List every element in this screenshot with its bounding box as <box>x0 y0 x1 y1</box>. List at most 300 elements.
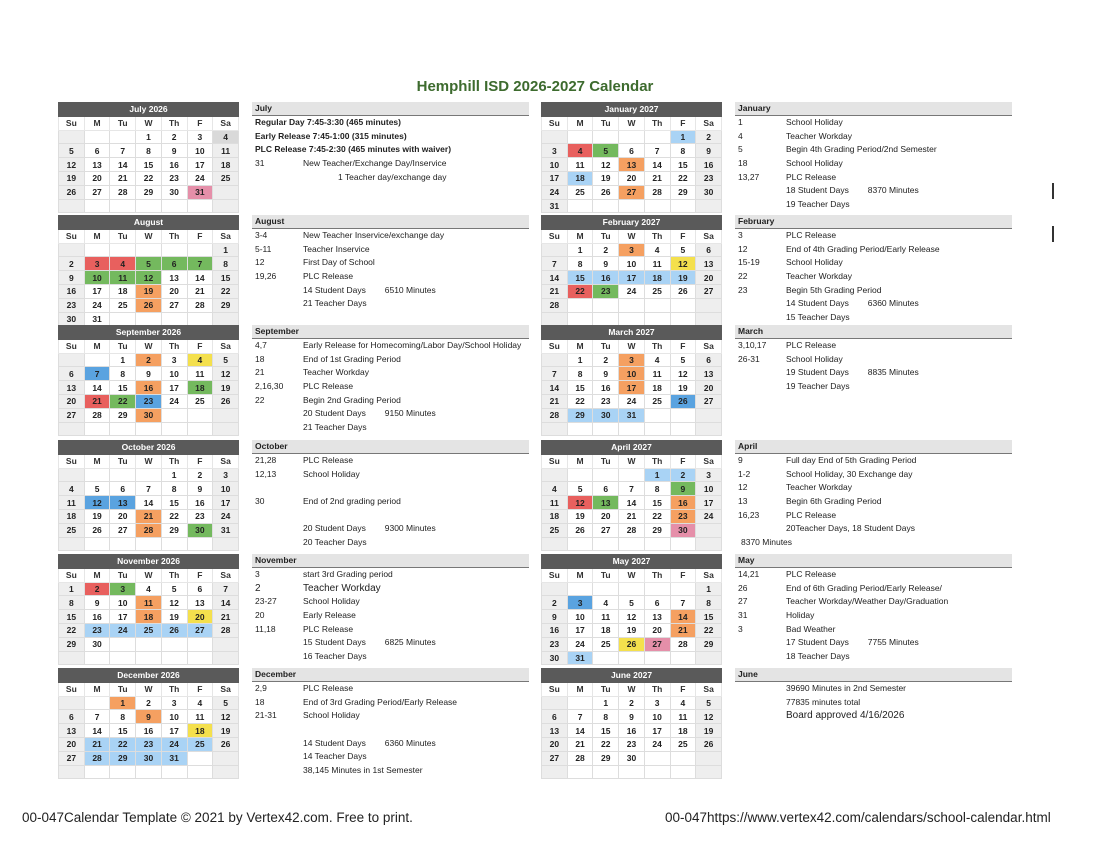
day-cell: 30 <box>187 523 213 537</box>
weekday-label: Sa <box>696 229 722 243</box>
day-cell: 6 <box>696 353 722 367</box>
day-cell: 28 <box>136 523 162 537</box>
notes-row <box>252 522 529 536</box>
day-cell: 29 <box>696 637 722 651</box>
day-cell: 3 <box>213 468 239 482</box>
day-cell: 9 <box>84 596 110 610</box>
day-cell: 12 <box>696 710 722 724</box>
notes-text: 19 Teacher Days <box>786 199 850 210</box>
day-cell: 17 <box>213 496 239 510</box>
day-cell: 10 <box>567 610 593 624</box>
day-cell: 24 <box>542 185 568 199</box>
day-cell: 5 <box>619 596 645 610</box>
day-cell: 2 <box>542 596 568 610</box>
notes-text: 14 Student Days 6510 Minutes <box>303 284 436 295</box>
day-cell: 27 <box>187 623 213 637</box>
day-cell: 17 <box>567 623 593 637</box>
day-cell <box>187 637 213 651</box>
day-cell: 16 <box>593 271 619 285</box>
notes-text: Early Release for Homecoming/Labor Day/School Holiday <box>303 340 522 350</box>
notes-row <box>252 723 529 737</box>
weekday-label: F <box>187 116 213 130</box>
day-cell <box>213 312 239 326</box>
weekday-label: Sa <box>213 568 239 582</box>
day-cell: 26 <box>136 298 162 312</box>
day-cell <box>644 130 670 144</box>
day-cell: 6 <box>59 710 85 724</box>
notes-date: 21 <box>255 367 265 378</box>
day-cell: 7 <box>110 144 136 158</box>
day-cell: 25 <box>136 623 162 637</box>
day-cell: 5 <box>59 144 85 158</box>
day-cell: 10 <box>161 710 187 724</box>
day-cell: 25 <box>59 523 85 537</box>
day-cell: 10 <box>110 596 136 610</box>
month-calendar <box>58 102 239 213</box>
month-notes <box>735 554 1012 664</box>
day-cell <box>567 130 593 144</box>
notes-row <box>252 536 529 550</box>
notes-date <box>735 682 786 696</box>
weekday-label: Sa <box>696 682 722 696</box>
day-cell: 29 <box>110 751 136 765</box>
day-cell <box>670 751 696 765</box>
day-cell: 12 <box>593 158 619 172</box>
day-cell: 13 <box>59 381 85 395</box>
day-cell: 25 <box>567 185 593 199</box>
month-title: September 2026 <box>59 326 239 340</box>
day-cell: 12 <box>213 710 239 724</box>
notes-date <box>735 184 786 198</box>
month-title: May 2027 <box>542 555 722 569</box>
notes-row <box>735 116 1012 130</box>
day-cell: 10 <box>644 710 670 724</box>
day-cell: 22 <box>59 623 85 637</box>
day-cell <box>670 765 696 779</box>
day-cell <box>542 312 568 326</box>
day-cell: 22 <box>670 171 696 185</box>
notes-row <box>252 394 529 408</box>
day-cell <box>161 537 187 551</box>
weekday-label: W <box>619 229 645 243</box>
notes-date: 3-4 <box>255 230 268 240</box>
day-cell: 21 <box>136 509 162 523</box>
weekday-label: W <box>619 454 645 468</box>
notes-date: 14,21 <box>738 569 760 579</box>
notes-text: Teacher Inservice <box>303 243 370 254</box>
day-cell: 14 <box>619 496 645 510</box>
day-cell: 24 <box>644 737 670 751</box>
day-cell: 6 <box>110 482 136 496</box>
day-cell: 3 <box>619 353 645 367</box>
day-cell: 18 <box>136 610 162 624</box>
month-title: January 2027 <box>542 103 722 117</box>
notes-row <box>252 421 529 435</box>
day-cell: 4 <box>187 696 213 710</box>
day-cell: 18 <box>670 724 696 738</box>
day-cell: 9 <box>593 367 619 381</box>
weekday-label: Su <box>542 229 568 243</box>
notes-row <box>735 380 1012 394</box>
day-cell: 17 <box>619 271 645 285</box>
day-cell: 15 <box>670 158 696 172</box>
notes-date <box>252 297 303 311</box>
day-cell: 15 <box>136 158 162 172</box>
notes-date: 9 <box>738 455 743 465</box>
weekday-label: Tu <box>110 339 136 353</box>
day-cell: 27 <box>619 185 645 199</box>
notes-text: PLC Release <box>303 271 354 282</box>
day-cell: 28 <box>110 185 136 199</box>
weekday-label: Th <box>161 116 187 130</box>
day-cell: 2 <box>187 468 213 482</box>
day-cell: 4 <box>542 482 568 496</box>
day-cell <box>59 651 85 665</box>
notes-text: 18 Student Days 8370 Minutes <box>786 185 919 196</box>
day-cell <box>593 422 619 436</box>
day-cell <box>187 765 213 779</box>
notes-row <box>735 481 1012 495</box>
day-cell <box>59 537 85 551</box>
weekday-label: F <box>670 568 696 582</box>
notes-text: Teacher Workday <box>786 482 852 493</box>
month-title: February 2027 <box>542 216 722 230</box>
notes-text: Teacher Workday <box>786 130 852 141</box>
day-cell: 26 <box>213 737 239 751</box>
day-cell: 1 <box>567 243 593 257</box>
day-cell: 21 <box>644 171 670 185</box>
notes-month-heading: July <box>252 102 529 116</box>
weekday-label: F <box>670 339 696 353</box>
day-cell <box>670 408 696 422</box>
day-cell: 11 <box>110 271 136 285</box>
notes-date: 4 <box>738 130 743 141</box>
day-cell: 19 <box>136 284 162 298</box>
day-cell: 5 <box>670 243 696 257</box>
notes-text: Teacher Workday <box>303 582 381 594</box>
day-cell: 12 <box>619 610 645 624</box>
day-cell: 21 <box>110 171 136 185</box>
day-cell: 20 <box>110 509 136 523</box>
day-cell: 3 <box>567 596 593 610</box>
day-cell: 26 <box>59 185 85 199</box>
day-cell: 8 <box>567 257 593 271</box>
notes-date: 18 <box>738 158 748 169</box>
day-cell: 11 <box>644 257 670 271</box>
day-cell: 19 <box>161 610 187 624</box>
day-cell: 18 <box>187 381 213 395</box>
notes-row <box>735 143 1012 157</box>
day-cell <box>136 312 162 326</box>
day-cell <box>84 651 110 665</box>
notes-text: First Day of School <box>303 257 375 268</box>
day-cell: 9 <box>187 482 213 496</box>
day-cell: 7 <box>84 710 110 724</box>
day-cell <box>59 696 85 710</box>
weekday-label: Th <box>644 339 670 353</box>
day-cell: 27 <box>161 298 187 312</box>
day-cell: 5 <box>567 482 593 496</box>
day-cell: 2 <box>696 130 722 144</box>
day-cell: 13 <box>59 724 85 738</box>
day-cell <box>567 696 593 710</box>
day-cell <box>696 537 722 551</box>
day-cell: 14 <box>542 271 568 285</box>
notes-date: 18 <box>255 353 265 364</box>
weekday-label: Tu <box>593 339 619 353</box>
day-cell <box>213 185 239 199</box>
day-cell: 26 <box>84 523 110 537</box>
notes-row <box>735 229 1012 243</box>
day-cell <box>696 312 722 326</box>
day-cell <box>567 765 593 779</box>
day-cell: 27 <box>59 751 85 765</box>
day-cell: 22 <box>644 509 670 523</box>
day-cell: 13 <box>644 610 670 624</box>
day-cell: 6 <box>696 243 722 257</box>
notes-date <box>252 723 303 737</box>
notes-text: End of 3rd Grading Period/Early Release <box>303 696 458 707</box>
month-calendar <box>541 102 722 213</box>
notes-date <box>735 380 786 394</box>
page-title: Hemphill ISD 2026-2027 Calendar <box>416 78 654 95</box>
notes-date: 30 <box>255 496 265 507</box>
day-cell <box>84 468 110 482</box>
notes-date: 31 <box>738 610 748 621</box>
day-cell: 19 <box>696 724 722 738</box>
day-cell: 20 <box>59 737 85 751</box>
notes-date: 22 <box>255 394 265 405</box>
day-cell <box>593 298 619 312</box>
day-cell: 27 <box>593 523 619 537</box>
day-cell <box>593 651 619 665</box>
notes-row <box>252 468 529 482</box>
notes-row <box>735 522 1012 536</box>
notes-date: 11,18 <box>255 623 276 634</box>
day-cell <box>619 130 645 144</box>
day-cell <box>542 422 568 436</box>
weekday-label: Su <box>59 568 85 582</box>
footer-left: 00-047Calendar Template © 2021 by Vertex42.com. Free to print. <box>22 810 413 825</box>
notes-date: 1-2 <box>738 468 751 479</box>
day-cell <box>161 312 187 326</box>
day-cell: 18 <box>644 381 670 395</box>
day-cell <box>187 422 213 436</box>
notes-text: PLC Release <box>303 683 354 693</box>
day-cell: 13 <box>187 596 213 610</box>
notes-row <box>252 157 529 171</box>
day-cell: 10 <box>619 257 645 271</box>
day-cell <box>136 651 162 665</box>
day-cell: 8 <box>110 367 136 381</box>
notes-text: 20 Student Days 9150 Minutes <box>303 408 436 419</box>
day-cell: 29 <box>136 185 162 199</box>
day-cell: 22 <box>161 509 187 523</box>
notes-text: PLC Release <box>786 569 837 579</box>
day-cell: 8 <box>670 144 696 158</box>
notes-text: 1 Teacher day/exchange day <box>338 171 447 182</box>
day-cell: 1 <box>644 468 670 482</box>
notes-row <box>735 536 1012 550</box>
notes-date: 12 <box>738 482 748 493</box>
month-notes <box>735 102 1012 212</box>
notes-row <box>252 650 529 664</box>
notes-row <box>735 311 1012 325</box>
day-cell: 12 <box>84 496 110 510</box>
notes-text: Early Release <box>303 610 356 621</box>
notes-date: 27 <box>738 596 748 607</box>
day-cell <box>567 199 593 213</box>
weekday-label: Th <box>644 568 670 582</box>
day-cell: 23 <box>696 171 722 185</box>
notes-text: 20 Student Days 9300 Minutes <box>303 523 436 534</box>
day-cell: 18 <box>542 509 568 523</box>
day-cell: 26 <box>696 737 722 751</box>
notes-row <box>735 297 1012 311</box>
day-cell: 15 <box>213 271 239 285</box>
day-cell: 15 <box>59 610 85 624</box>
notes-row <box>735 682 1012 696</box>
day-cell: 28 <box>187 298 213 312</box>
day-cell <box>110 422 136 436</box>
notes-date: 12 <box>738 243 748 254</box>
notes-month-heading: December <box>252 668 529 682</box>
notes-text: 77835 minutes total <box>786 696 861 707</box>
day-cell <box>84 130 110 144</box>
day-cell: 30 <box>136 751 162 765</box>
day-cell: 5 <box>670 353 696 367</box>
day-cell <box>567 468 593 482</box>
day-cell: 14 <box>110 158 136 172</box>
day-cell: 28 <box>567 751 593 765</box>
day-cell: 19 <box>213 381 239 395</box>
day-cell: 20 <box>542 737 568 751</box>
notes-row <box>252 256 529 270</box>
notes-date: 8370 Minutes <box>741 537 793 548</box>
notes-date: 5 <box>738 144 743 155</box>
notes-row <box>735 609 1012 623</box>
month-title: July 2026 <box>59 103 239 117</box>
weekday-label: Su <box>59 229 85 243</box>
day-cell: 25 <box>644 394 670 408</box>
day-cell <box>696 651 722 665</box>
month-calendar <box>541 554 722 665</box>
month-notes <box>735 440 1012 550</box>
notes-date: 5-11 <box>255 243 272 254</box>
day-cell <box>542 696 568 710</box>
day-cell <box>59 243 85 257</box>
day-cell <box>110 651 136 665</box>
notes-text: Board approved 4/16/2026 <box>786 710 905 722</box>
day-cell: 3 <box>161 353 187 367</box>
weekday-label: Th <box>644 454 670 468</box>
day-cell <box>84 765 110 779</box>
day-cell: 6 <box>84 144 110 158</box>
day-cell: 16 <box>59 284 85 298</box>
day-cell: 25 <box>110 298 136 312</box>
day-cell: 22 <box>567 394 593 408</box>
notes-row <box>252 709 529 723</box>
day-cell: 23 <box>136 394 162 408</box>
notes-date <box>252 536 303 550</box>
day-cell: 21 <box>213 610 239 624</box>
day-cell <box>696 422 722 436</box>
notes-date <box>252 737 303 751</box>
notes-row <box>252 750 529 764</box>
day-cell <box>567 537 593 551</box>
month-notes <box>252 325 529 435</box>
day-cell: 25 <box>187 394 213 408</box>
day-cell <box>619 468 645 482</box>
day-cell: 10 <box>84 271 110 285</box>
day-cell <box>644 751 670 765</box>
notes-text: School Holiday <box>786 158 843 169</box>
weekday-label: Su <box>59 682 85 696</box>
month-title: August <box>59 216 239 230</box>
day-cell: 31 <box>567 651 593 665</box>
day-cell <box>644 422 670 436</box>
notes-date <box>252 407 303 421</box>
day-cell <box>213 199 239 213</box>
notes-row <box>735 595 1012 609</box>
notes-row <box>252 595 529 609</box>
notes-row <box>252 366 529 380</box>
day-cell: 8 <box>213 257 239 271</box>
day-cell: 28 <box>542 298 568 312</box>
day-cell: 28 <box>84 751 110 765</box>
day-cell: 19 <box>593 171 619 185</box>
notes-text: 15 Student Days 6825 Minutes <box>303 637 436 648</box>
day-cell: 11 <box>542 496 568 510</box>
notes-row <box>252 116 529 130</box>
day-cell: 4 <box>136 582 162 596</box>
day-cell: 11 <box>59 496 85 510</box>
notes-date: 19,26 <box>255 271 277 282</box>
weekday-label: Tu <box>593 682 619 696</box>
weekday-label: Th <box>161 682 187 696</box>
notes-date: 3 <box>738 230 743 240</box>
day-cell: 23 <box>619 737 645 751</box>
notes-text: End of 2nd grading period <box>303 496 401 507</box>
day-cell: 30 <box>542 651 568 665</box>
day-cell: 11 <box>593 610 619 624</box>
month-title: April 2027 <box>542 441 722 455</box>
day-cell: 4 <box>567 144 593 158</box>
day-cell: 29 <box>593 751 619 765</box>
day-cell: 11 <box>670 710 696 724</box>
day-cell: 19 <box>59 171 85 185</box>
day-cell: 17 <box>542 171 568 185</box>
notes-date: 4,7 <box>255 340 267 350</box>
day-cell: 29 <box>213 298 239 312</box>
day-cell: 26 <box>619 637 645 651</box>
day-cell: 15 <box>696 610 722 624</box>
weekday-label: M <box>567 339 593 353</box>
notes-text: Regular Day 7:45-3:30 (465 minutes) <box>255 117 401 127</box>
weekday-label: F <box>187 682 213 696</box>
notes-row <box>735 157 1012 171</box>
day-cell: 2 <box>619 696 645 710</box>
notes-date: 20 <box>255 610 265 621</box>
notes-text: School Holiday <box>786 117 843 127</box>
day-cell <box>161 422 187 436</box>
weekday-label: W <box>136 229 162 243</box>
day-cell: 6 <box>644 596 670 610</box>
notes-text: PLC Release <box>303 381 354 392</box>
day-cell <box>644 298 670 312</box>
day-cell: 5 <box>161 582 187 596</box>
day-cell: 4 <box>187 353 213 367</box>
